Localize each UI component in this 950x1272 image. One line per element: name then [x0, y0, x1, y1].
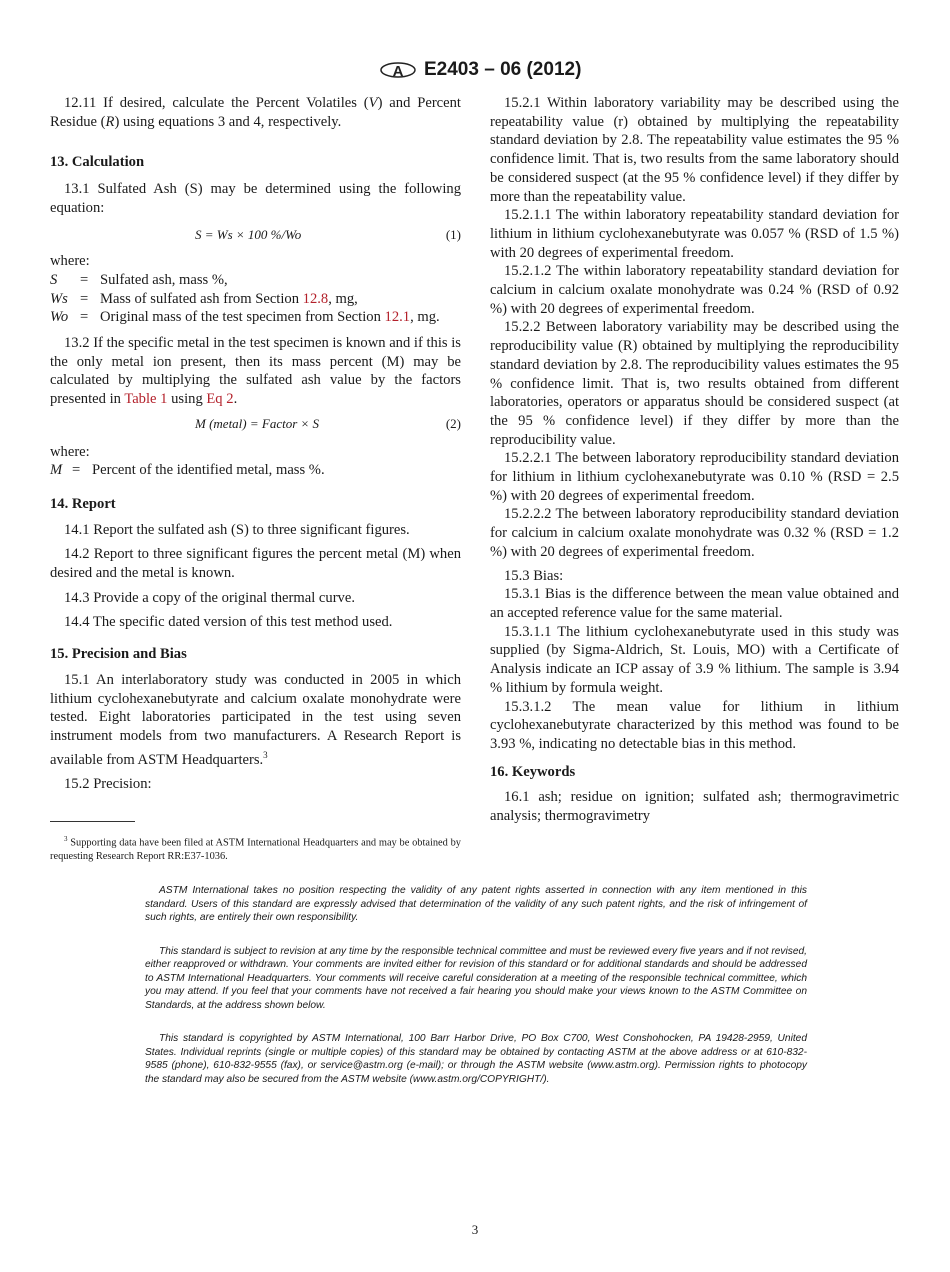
copyright-notice: This standard is copyrighted by ASTM International, 100 Barr Harbor Drive, PO Box C700, West Conshohocken, PA 19428-2959, United States. Individual reprints (single or multiple copies) of this standard may be obtained by contacting ASTM at the above address or at 610-832-9585 (phone), 610-832-9555 (fax), or service@astm.org (e-mail); or through the ASTM website (www.astm.org). Permission rights to photocopy the standard may also be secured from the ASTM website (www.astm.org/COPYRIGHT/). — [145, 1033, 807, 1085]
patent-notice: ASTM International takes no position respecting the validity of any patent rights asserted in connection with any item mentioned in this standard. Users of this standard are expressly advised that determination of the validity of any such patent rights, and the risk of infringement of such rights, are entirely their own responsibility. — [145, 885, 807, 923]
table-1-link[interactable]: Table 1 — [124, 391, 168, 408]
footnote: $^3$ Supporting data have been filed at ASTM International Headquarters and may be obtained by requesting Research Report RR:E37-1036. — [50, 835, 461, 863]
where-label: where: — [50, 443, 90, 460]
left-column — [50, 94, 461, 794]
astm-logo-icon — [380, 56, 416, 84]
para-14-4: 14.4 The specific dated version of this test method used. — [64, 614, 393, 631]
para-15-3-1-1: 15.3.1.1 The lithium cyclohexanebutyrate used in this study was supplied (by Sigma-Aldrich, St. Louis, MO) with a Certificate of Analysis indicate an ICP assay of 3.9 % lithium. The sample is 3.94 % lithium by formula weight. — [490, 623, 899, 696]
equation-2: M (metal) = Factor × S (2) — [195, 415, 461, 431]
para-15-2: 15.2 Precision: — [64, 776, 152, 793]
heading-keywords: 16. Keywords — [490, 763, 576, 780]
section-link-12-8[interactable]: 12.8 — [302, 290, 329, 307]
para-15-3-1-2: 15.3.1.2 The mean value for lithium in lithium cyclohexanebutyrate characterized by this method was found to be 3.93 %, indicating no detectable bias in this method. — [490, 698, 899, 752]
svg-text:A: A — [392, 63, 404, 80]
footnote-rule — [50, 821, 135, 822]
definition-item: S = Sulfated ash, mass %, — [50, 271, 228, 288]
para-12-11: 12.11 If desired, calculate the Percent Volatiles (V) and Percent Residue (R) using equations 3 and 4, respectively. — [50, 95, 461, 130]
para-13-1: 13.1 Sulfated Ash (S) may be determined using the following equation: — [50, 181, 461, 216]
para-15-2-2-2: 15.2.2.2 The between laboratory reproducibility standard deviation for calcium in calcium oxalate monohydrate was 0.32 % (RSD = 1.2 %) with 20 degrees of experimental freedom. — [490, 506, 899, 560]
where-label: where: — [50, 253, 90, 270]
para-15-2-1-1: 15.2.1.1 The within laboratory repeatability standard deviation for lithium in lithium cyclohexanebutyrate was 0.057 % (RSD of 1.5 %) with 20 degrees of experimental freedom. — [490, 207, 899, 261]
para-14-3: 14.3 Provide a copy of the original thermal curve. — [64, 589, 355, 606]
para-15-2-1: 15.2.1 Within laboratory variability may be described using the repeatability value (r) obtained by multiplying the repeatability standard deviation by 2.8. The repeatability value estimates the 95 % confidence limit. That is, two results from the same laboratory should be considered suspect (at the 95 % confidence level) if they differ by more than the repeatability value. — [490, 95, 899, 205]
para-15-3: 15.3 Bias: — [504, 567, 564, 584]
definitions-list — [50, 271, 461, 327]
heading-precision-bias: 15. Precision and Bias — [50, 646, 187, 663]
para-16-1: 16.1 ash; residue on ignition; sulfated ash; thermogravimetric analysis; thermogravimetry — [490, 789, 899, 825]
legal-notices — [145, 884, 807, 1086]
revision-notice: This standard is subject to revision at any time by the responsible technical committee and must be reviewed every five years and if not revised, either reapproved or withdrawn. Your comments are invited either for revision of this standard or for additional standards and should be addressed to ASTM International Headquarters. Your comments will receive careful consideration at a meeting of the responsible technical committee, which you may attend. If you feel that your comments have not received a fair hearing you should make your views known to the ASTM Committee on Standards, at the address shown below. — [145, 945, 807, 1011]
section-link-12-1[interactable]: 12.1 — [384, 309, 411, 326]
para-15-2-2-1: 15.2.2.1 The between laboratory reproducibility standard deviation for lithium in lithium cyclohexanebutyrate was 0.10 % (RSD = 2.5 %) with 20 degrees of experimental freedom. — [490, 450, 899, 504]
para-15-1: 15.1 An interlaboratory study was conducted in 2005 in which lithium cyclohexanebutyrate and calcium oxalate monohydrate were tested. Eight laboratories participated in the test using seven instrument models from two manufacturers. A Research Report is available from ASTM Headquarters.$^3$ — [50, 671, 461, 768]
eq-2-link[interactable]: Eq 2 — [206, 391, 234, 408]
heading-report: 14. Report — [50, 495, 116, 512]
para-14-1: 14.1 Report the sulfated ash (S) to three significant figures. — [64, 521, 410, 538]
para-13-2: 13.2 If the specific metal in the test specimen is known and if this is the only metal ion present, then its mass percent (M) may be calculated by multiplying the sulfated ash value by the factors presented in Table 1 using Eq 2. — [50, 335, 461, 408]
document-designation: E2403 – 06 (2012) — [424, 58, 582, 80]
page-header — [380, 56, 581, 84]
para-14-2: 14.2 Report to three significant figures the percent metal (M) when desired and the metal is known. — [50, 546, 461, 582]
para-15-2-2: 15.2.2 Between laboratory variability may be described using the reproducibility value (R) obtained by multiplying the reproducibility standard deviation by 2.8. The reproducibility values estimates the 95 % confidence limit. That is, two results obtained from different laboratories, operators or apparatus should be considered suspect (at the 95 % confidence level) if they differ by more than the reproducibility value. — [490, 319, 899, 448]
para-15-3-1: 15.3.1 Bias is the difference between the mean value obtained and an accepted reference value for the same material. — [490, 586, 899, 621]
heading-calculation: 13. Calculation — [50, 154, 145, 171]
right-column — [490, 94, 899, 826]
para-15-2-1-2: 15.2.1.2 The within laboratory repeatability standard deviation for calcium in calcium oxalate monohydrate was 0.24 % (RSD of 0.92 %) with 20 degrees of experimental freedom. — [490, 263, 899, 317]
definition-item: Wo = Original mass of the test specimen from Section 12.1, mg. — [50, 309, 440, 326]
equation-1: S = Ws × 100 %/Wo (1) — [195, 226, 461, 242]
definition-item: Ws = Mass of sulfated ash from Section 12.8, mg, — [50, 290, 358, 307]
definition-item: M = Percent of the identified metal, mass %. — [50, 462, 325, 479]
page-number: 3 — [471, 1222, 479, 1237]
